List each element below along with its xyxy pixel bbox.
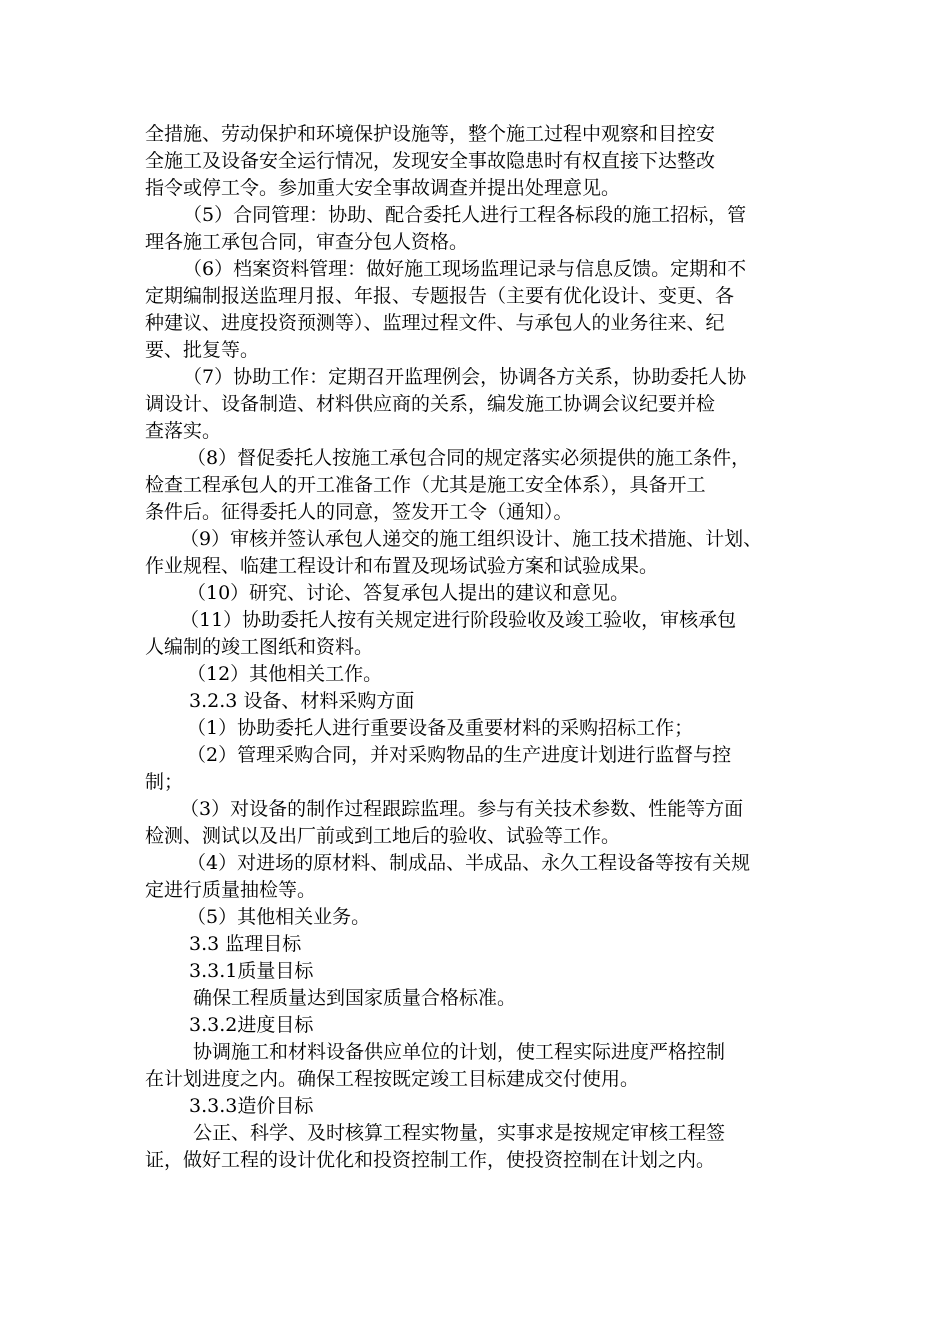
- text-line: 公正、科学、及时核算工程实物量，实事求是按规定审核工程签: [193, 1122, 726, 1144]
- text-line: （6）档案资料管理：做好施工现场监理记录与信息反馈。定期和不: [183, 258, 747, 280]
- text-line: 在计划进度之内。确保工程按既定竣工目标建成交付使用。: [145, 1068, 640, 1090]
- text-line: 全措施、劳动保护和环境保护设施等，整个施工过程中观察和目控安: [145, 123, 716, 145]
- text-line: 查落实。: [145, 420, 222, 442]
- text-line: 检查工程承包人的开工准备工作（尤其是施工安全体系），具备开工: [145, 474, 706, 496]
- text-line: （9）审核并签认承包人递交的施工组织设计、施工技术措施、计划、: [180, 528, 763, 550]
- text-line: 协调施工和材料设备供应单位的计划，使工程实际进度严格控制: [193, 1041, 726, 1063]
- text-line: 制；: [145, 771, 184, 793]
- text-line: （11）协助委托人按有关规定进行阶段验收及竣工验收，审核承包: [180, 609, 737, 631]
- text-line: （5）其他相关业务。: [187, 906, 371, 928]
- text-line: （10）研究、讨论、答复承包人提出的建议和意见。: [187, 582, 630, 604]
- text-line: （2）管理采购合同，并对采购物品的生产进度计划进行监督与控: [187, 744, 732, 766]
- text-line: （3）对设备的制作过程跟踪监理。参与有关技术参数、性能等方面: [180, 798, 744, 820]
- text-line: 条件后。征得委托人的同意，签发开工令（通知）。: [145, 501, 573, 523]
- text-line: 作业规程、临建工程设计和布置及现场试验方案和试验成果。: [145, 555, 659, 577]
- text-line: 调设计、设备制造、材料供应商的关系，编发施工协调会议纪要并检: [145, 393, 716, 415]
- section-heading: 3.3 监理目标: [189, 933, 302, 955]
- text-line: 确保工程质量达到国家质量合格标准。: [193, 987, 517, 1009]
- text-line: 种建议、进度投资预测等）、监理过程文件、与承包人的业务往来、纪: [145, 312, 725, 334]
- text-line: 定期编制报送监理月报、年报、专题报告（主要有优化设计、变更、各: [145, 285, 735, 307]
- text-line: 人编制的竣工图纸和资料。: [145, 636, 374, 658]
- text-line: （5）合同管理：协助、配合委托人进行工程各标段的施工招标，管: [183, 204, 747, 226]
- section-heading: 3.3.3造价目标: [189, 1095, 314, 1117]
- text-line: （7）协助工作：定期召开监理例会，协调各方关系，协助委托人协: [183, 366, 747, 388]
- text-line: （4）对进场的原材料、制成品、半成品、永久工程设备等按有关规: [187, 852, 751, 874]
- document-page: [145, 121, 807, 1174]
- text-line: （8）督促委托人按施工承包合同的规定落实必须提供的施工条件，: [187, 447, 751, 469]
- section-heading: 3.3.2进度目标: [189, 1014, 314, 1036]
- text-line: 全施工及设备安全运行情况，发现安全事故隐患时有权直接下达整改: [145, 150, 716, 172]
- section-heading: 3.2.3 设备、材料采购方面: [189, 690, 415, 712]
- text-line: 定进行质量抽检等。: [145, 879, 317, 901]
- text-line: 指令或停工令。参加重大安全事故调查并提出处理意见。: [145, 177, 621, 199]
- text-line: 理各施工承包合同，审查分包人资格。: [145, 231, 469, 253]
- text-line: （1）协助委托人进行重要设备及重要材料的采购招标工作；: [187, 717, 694, 739]
- text-line: 检测、测试以及出厂前或到工地后的验收、试验等工作。: [145, 825, 621, 847]
- text-line: （12）其他相关工作。: [187, 663, 383, 685]
- text-line: 证，做好工程的设计优化和投资控制工作，使投资控制在计划之内。: [145, 1149, 716, 1171]
- section-heading: 3.3.1质量目标: [189, 960, 314, 982]
- text-line: 要、批复等。: [145, 339, 260, 361]
